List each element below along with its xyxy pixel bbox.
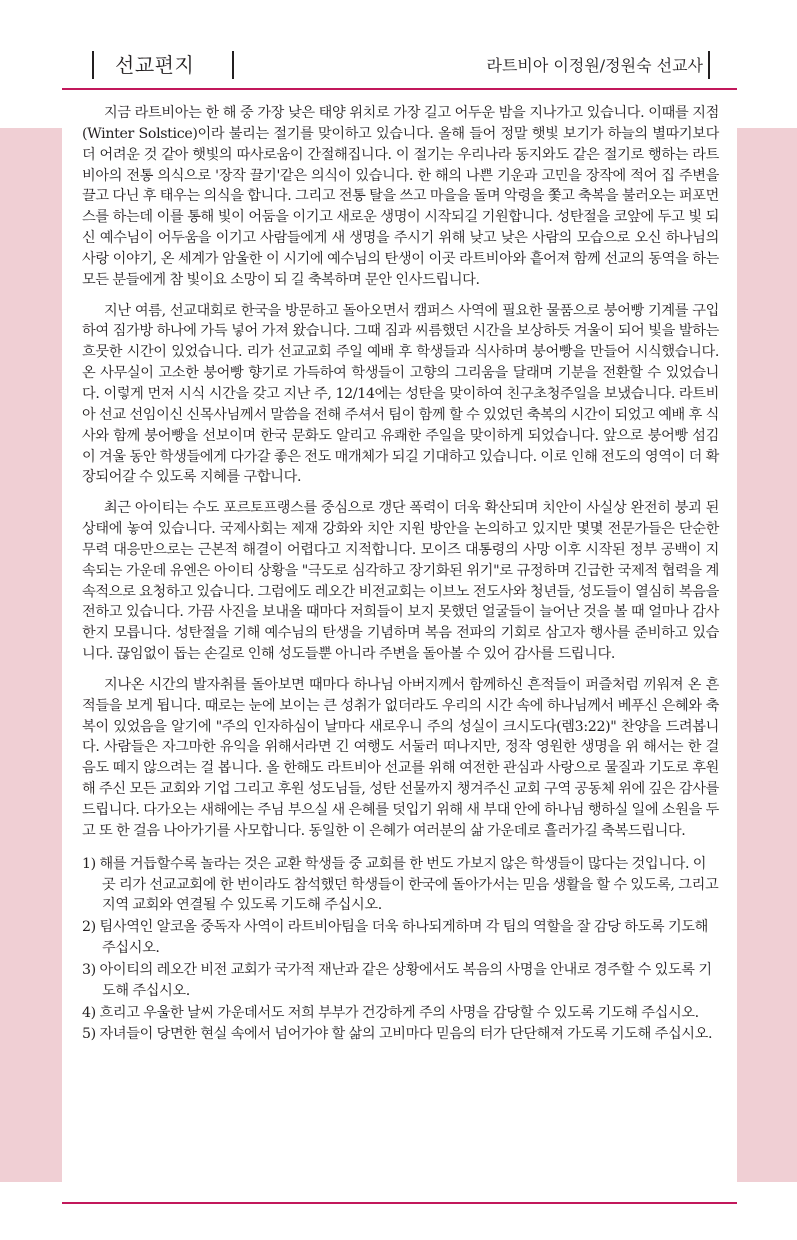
page-header	[0, 0, 797, 92]
prayer-request-list	[82, 854, 719, 1046]
author-line: 라트비아 이정원/정원숙 선교사	[486, 56, 703, 75]
prayer-request-item: 2) 팀사역인 알코올 중독자 사역이 라트비아팀을 더욱 하나되게하며 각 팀의 역할을 잘 감당 하도록 기도해 주십시오.	[82, 919, 709, 957]
prayer-request-item: 5) 자녀들이 당면한 현실 속에서 넘어가야 할 삶의 고비마다 믿음의 터가 단단해져 가도록 기도해 주십시오.	[82, 1026, 713, 1043]
prayer-request-item: 1) 해를 거듭할수록 놀라는 것은 교환 학생들 중 교회를 한 번도 가보지 않은 학생들이 많다는 것입니다. 이곳 리가 선교교회에 한 번이라도 참석했던 학생들이 한국에 돌아가서는 믿음 생활을 할 수 있도록, 그리고 지역 교회와 연결될 수 있도록 기도해 주십시오.	[82, 855, 719, 914]
footer-rule	[62, 1202, 737, 1204]
letter-content	[82, 103, 719, 1046]
letter-body	[62, 92, 737, 1202]
header-divider-right	[708, 51, 710, 79]
left-decorative-band	[0, 128, 62, 1182]
paragraph-bungeoppang-ministry: 지난 여름, 선교대회로 한국을 방문하고 돌아오면서 캠퍼스 사역에 필요한 물품으로 붕어빵 기계를 구입하여 짐가방 하나에 가득 넣어 가져 왔습니다. 그때 짐과 씨름했던 시간을 보상하듯 겨울이 되어 빛을 발하는 흐뭇한 시간이 있었습니다. 리가 선교교회 주일 예배 후 학생들과 식사하며 붕어빵을 만들어 시식했습니다. 온 사무실이 고소한 붕어빵 향기로 가득하여 학생들이 고향의 그리움을 달래며 기분을 전환할 수 있었습니다. 이렇게 먼저 시식 시간을 갖고 지난 주, 12/14에는 성탄을 맞이하여 친구초청주일을 보냈습니다. 라트비아 선교 선임이신 신목사님께서 말씀을 전해 주셔서 팀이 함께 할 수 있었던 축복의 시간이 되었고 예배 후 식사와 함께 붕어빵을 선보이며 한국 문화도 알리고 유쾌한 주일을 맞이하게 되었습니다. 앞으로 붕어빵 섬김이 겨울 동안 학생들에게 다가갈 좋은 전도 매개체가 되길 기대하고 있습니다. 이로 인해 전도의 영역이 더 확장되어갈 수 있도록 지혜를 구합니다.	[82, 302, 719, 486]
prayer-request-item: 3) 아이티의 레오간 비전 교회가 국가적 재난과 같은 상황에서도 복음의 사명을 안내로 경주할 수 있도록 기도해 주십시오.	[82, 961, 712, 999]
right-decorative-band	[737, 128, 797, 1182]
paragraph-thanksgiving: 지나온 시간의 발자취를 돌아보면 때마다 하나님 아버지께서 함께하신 흔적들이 퍼즐처럼 끼워져 온 흔적들을 보게 됩니다. 때로는 눈에 보이는 큰 성취가 없더라도 우리의 시간 속에 하나님께서 베푸신 은혜와 축복이 있었음을 알기에 "주의 인자하심이 날마다 새로우니 주의 성실이 크시도다(렘3:22)" 찬양을 드려봅니다. 사람들은 자그마한 유익을 위해서라면 긴 여행도 서둘러 떠나지만, 정작 영원한 생명을 위 해서는 한 걸음도 떼지 않으려는 걸 봅니다. 올 한해도 라트비아 선교를 위해 여전한 관심과 사랑으로 물질과 기도로 후원해 주신 모든 교회와 기업 그리고 후원 성도님들, 성탄 선물까지 챙겨주신 교회 구역 공동체 위에 깊은 감사를 드립니다. 다가오는 새해에는 주님 부으실 새 은혜를 덧입기 위해 새 부대 안에 하나님 행하실 일에 소원을 두고 또 한 걸음 나아가기를 사모합니다. 동일한 이 은혜가 여러분의 삶 가운데로 흘러가길 축복드립니다.	[82, 676, 719, 839]
section-title: 선교편지	[115, 53, 195, 77]
header-divider-left	[92, 51, 94, 79]
header-divider-title-end	[232, 51, 234, 79]
header-rule	[62, 88, 737, 90]
paragraph-haiti-update: 최근 아이티는 수도 포르토프랭스를 중심으로 갱단 폭력이 더욱 확산되며 치안이 사실상 완전히 붕괴 된 상태에 놓여 있습니다. 국제사회는 제재 강화와 치안 지원 방안을 논의하고 있지만 몇몇 전문가들은 단순한 무력 대응만으로는 근본적 해결이 어렵다고 지적합니다. 모이즈 대통령의 사망 이후 시작된 정부 공백이 지속되는 가운데 유엔은 아이티 상황을 "극도로 심각하고 장기화된 위기"로 규정하며 긴급한 국제적 협력을 계속적으로 요청하고 있습니다. 그럼에도 레오간 비전교회는 이브노 전도사와 청년들, 성도들이 열심히 복음을 전하고 있습니다. 가끔 사진을 보내올 때마다 저희들이 보지 못했던 얼굴들이 늘어난 것을 볼 때 얼마나 감사한지 모릅니다. 성탄절을 기해 예수님의 탄생을 기념하며 복음 전파의 기회로 삼고자 행사를 준비하고 있습니다. 끊임없이 돕는 손길로 인해 성도들뿐 아니라 주변을 돌아볼 수 있어 감사를 드립니다.	[82, 500, 719, 663]
prayer-request-item: 4) 흐리고 우울한 날씨 가운데서도 저희 부부가 건강하게 주의 사명을 감당할 수 있도록 기도해 주십시오.	[82, 1004, 699, 1021]
paragraph-winter-solstice: 지금 라트비아는 한 해 중 가장 낮은 태양 위치로 가장 길고 어두운 밤을 지나가고 있습니다. 이때를 지점(Winter Solstice)이라 불리는 절기를 맞이하고 있습니다. 올해 들어 정말 햇빛 보기가 하늘의 별따기보다 더 어려운 것 같아 햇빛의 따사로움이 간절해집니다. 이 절기는 우리나라 동지와도 같은 절기로 행하는 라트비아의 전통 의식으로 '장작 끌기'같은 의식이 있습니다. 한 해의 나쁜 기운과 고민을 장작에 적어 집 주변을 끌고 다닌 후 태우는 의식을 합니다. 그리고 전통 탈을 쓰고 마을을 돌며 악령을 쫓고 축복을 불러오는 퍼포먼스를 하는데 이를 통해 빛이 어둠을 이기고 새로운 생명이 시작되길 기원합니다. 성탄절을 코앞에 두고 빛 되신 예수님이 어두움을 이기고 사람들에게 새 생명을 주시기 위해 낮고 낮은 사람의 모습으로 오신 하나님의 사랑 이야기, 온 세계가 암울한 이 시기에 예수님의 탄생이 이곳 라트비아와 흩어져 함께 선교의 동역을 하는 모든 분들에게 참 빛이요 소망이 되 길 축복하며 문안 인사드립니다.	[82, 105, 719, 288]
